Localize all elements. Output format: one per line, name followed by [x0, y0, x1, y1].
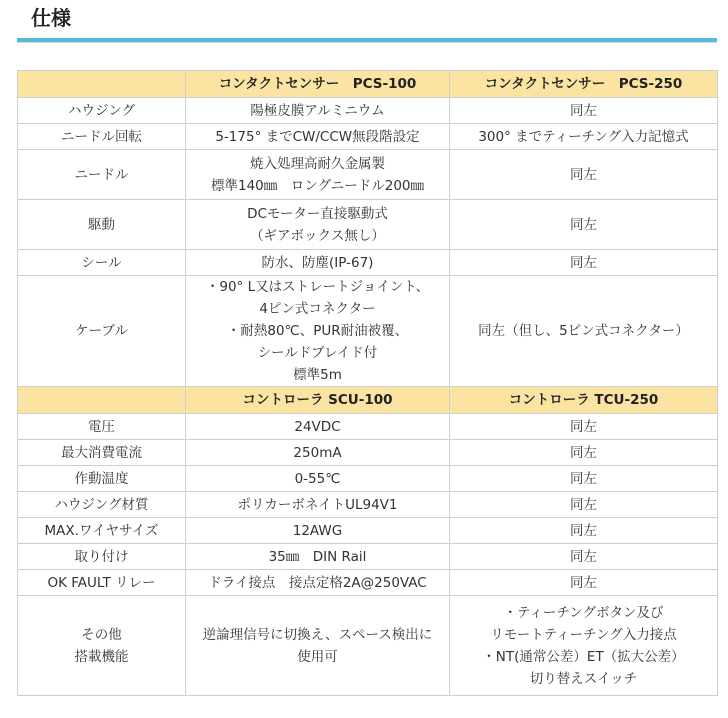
- cell-text-line: 5-175° までCW/CCW無段階設定: [215, 128, 420, 145]
- header-blank-cell: [18, 71, 186, 98]
- spec-row: [18, 250, 718, 276]
- cell-text-line: 作動温度: [74, 470, 129, 487]
- spec-table: [17, 70, 718, 696]
- product-header-cell: コンタクトセンサー PCS-250: [450, 71, 718, 98]
- cell-text-line: （ギアボックス無し）: [250, 227, 385, 244]
- product-header-cell: コントローラ SCU-100: [186, 387, 450, 414]
- cell-text-line: シール: [81, 254, 122, 271]
- spec-value-cell: [186, 414, 450, 440]
- spec-row: [18, 150, 718, 200]
- cell-text-line: リモートティーチング入力接点: [490, 626, 677, 643]
- spec-row: [18, 518, 718, 544]
- product-header-cell: コンタクトセンサー PCS-100: [186, 71, 450, 98]
- cell-text-line: 同左: [570, 418, 597, 435]
- cell-text-line: 同左: [570, 254, 597, 271]
- title-underline: [17, 38, 717, 43]
- cell-text-line: ニードル: [74, 166, 129, 183]
- cell-text-line: 35㎜ DIN Rail: [268, 548, 367, 565]
- spec-row: [18, 98, 718, 124]
- spec-label-cell: [18, 414, 186, 440]
- spec-label-cell: [18, 150, 186, 200]
- cell-text-line: 同左: [570, 470, 597, 487]
- cell-text-line: 使用可: [297, 648, 338, 665]
- spec-label-cell: [18, 124, 186, 150]
- spec-row: [18, 570, 718, 596]
- cell-text-line: 同左: [570, 574, 597, 591]
- header-blank-cell: [18, 387, 186, 414]
- cell-text-line: ハウジング材質: [54, 496, 149, 513]
- spec-label-cell: [18, 570, 186, 596]
- cell-text-line: ・ティーチングボタン及び: [503, 604, 664, 621]
- cell-text-line: 同左: [570, 216, 597, 233]
- spec-value-cell: [186, 200, 450, 250]
- spec-label-cell: [18, 596, 186, 696]
- cell-text-line: その他: [81, 626, 122, 643]
- cell-text-line: 取り付け: [74, 548, 129, 565]
- spec-label-cell: [18, 492, 186, 518]
- spec-row: [18, 124, 718, 150]
- spec-value-cell: [450, 596, 718, 696]
- cell-text-line: 最大消費電流: [61, 444, 142, 461]
- cell-text-line: ・90° L又はストレートジョイント、: [205, 279, 430, 295]
- spec-label-cell: [18, 200, 186, 250]
- spec-value-cell: [450, 414, 718, 440]
- spec-label-cell: [18, 250, 186, 276]
- spec-label-cell: [18, 466, 186, 492]
- spec-value-cell: [450, 466, 718, 492]
- spec-value-cell: [186, 518, 450, 544]
- spec-value-cell: [450, 200, 718, 250]
- cell-text-line: ハウジング: [68, 102, 135, 119]
- cell-text-line: ・耐熱80℃、PUR耐油被覆、: [226, 323, 409, 339]
- spec-value-cell: [186, 492, 450, 518]
- cell-text-line: ドライ接点 接点定格2A@250VAC: [208, 574, 427, 591]
- spec-value-cell: [186, 570, 450, 596]
- spec-label-cell: [18, 518, 186, 544]
- cell-text-line: 同左: [570, 496, 597, 513]
- spec-label-cell: [18, 440, 186, 466]
- cell-text-line: 250mA: [293, 444, 342, 461]
- spec-row: [18, 200, 718, 250]
- spec-value-cell: [186, 544, 450, 570]
- cell-text-line: 同左: [570, 548, 597, 565]
- cell-text-line: ケーブル: [75, 323, 128, 339]
- page-title: 仕様: [31, 6, 71, 30]
- cell-text-line: 防水、防塵(IP-67): [261, 254, 374, 271]
- cell-text-line: 標準5m: [293, 367, 342, 383]
- section-header-row: [18, 387, 718, 414]
- cell-text-line: 逆論理信号に切換え、スペース検出に: [202, 626, 433, 643]
- spec-value-cell: [186, 276, 450, 387]
- spec-value-cell: [186, 596, 450, 696]
- spec-value-cell: [450, 492, 718, 518]
- spec-value-cell: [186, 150, 450, 200]
- cell-text-line: 電圧: [88, 418, 115, 435]
- spec-value-cell: [450, 276, 718, 387]
- cell-text-line: OK FAULT リレー: [47, 574, 156, 591]
- spec-row: [18, 466, 718, 492]
- cell-text-line: 同左（但し、5ピン式コネクター）: [478, 323, 689, 339]
- spec-value-cell: [450, 570, 718, 596]
- spec-value-cell: [186, 124, 450, 150]
- cell-text-line: 同左: [570, 166, 597, 183]
- spec-value-cell: [186, 440, 450, 466]
- spec-value-cell: [186, 466, 450, 492]
- cell-text-line: 4ピン式コネクター: [259, 301, 376, 317]
- spec-label-cell: [18, 98, 186, 124]
- cell-text-line: 切り替えスイッチ: [529, 670, 638, 687]
- cell-text-line: 標準140㎜ ロングニードル200㎜: [211, 177, 424, 194]
- spec-row: [18, 596, 718, 696]
- section-header-row: [18, 71, 718, 98]
- cell-text-line: 24VDC: [294, 418, 341, 435]
- spec-row: [18, 414, 718, 440]
- spec-row: [18, 492, 718, 518]
- cell-text-line: 同左: [570, 522, 597, 539]
- product-header-cell: コントローラ TCU-250: [450, 387, 718, 414]
- cell-text-line: 同左: [570, 444, 597, 461]
- spec-label-cell: [18, 544, 186, 570]
- cell-text-line: 駆動: [88, 216, 115, 233]
- cell-text-line: 同左: [570, 102, 597, 119]
- cell-text-line: シールドブレイド付: [257, 345, 378, 361]
- spec-value-cell: [450, 440, 718, 466]
- spec-value-cell: [450, 518, 718, 544]
- spec-label-cell: [18, 276, 186, 387]
- cell-text-line: 12AWG: [292, 522, 343, 539]
- spec-value-cell: [450, 124, 718, 150]
- spec-row: [18, 544, 718, 570]
- cell-text-line: ポリカーボネイトUL94V1: [237, 496, 398, 513]
- spec-value-cell: [450, 150, 718, 200]
- cell-text-line: MAX.ワイヤサイズ: [44, 522, 159, 539]
- cell-text-line: 300° までティーチング入力記憶式: [478, 128, 689, 145]
- cell-text-line: 搭載機能: [74, 648, 129, 665]
- cell-text-line: 0-55℃: [294, 470, 341, 487]
- spec-value-cell: [450, 98, 718, 124]
- spec-row: [18, 440, 718, 466]
- cell-text-line: DCモーター直接駆動式: [247, 205, 388, 222]
- cell-text-line: 陽極皮膜アルミニウム: [250, 102, 385, 119]
- spec-value-cell: [450, 250, 718, 276]
- cell-text-line: ニードル回転: [61, 128, 142, 145]
- cell-text-line: ・NT(通常公差）ET（拡大公差）: [482, 648, 685, 665]
- spec-row: [18, 276, 718, 387]
- spec-value-cell: [450, 544, 718, 570]
- cell-text-line: 焼入処理高耐久金属製: [250, 155, 385, 172]
- spec-value-cell: [186, 250, 450, 276]
- spec-value-cell: [186, 98, 450, 124]
